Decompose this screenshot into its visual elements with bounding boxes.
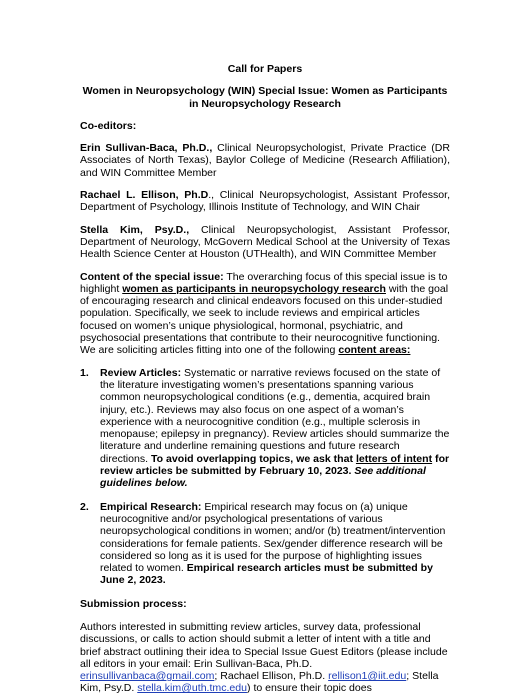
editor-name: Rachael L. Ellison, Ph.D	[80, 189, 209, 202]
page-title: Call for Papers	[227, 63, 303, 75]
email-link-ellison[interactable]: rellison1@iit.edu	[328, 670, 407, 683]
area-text: Systematic or narrative reviews focused on the state of the literature investigating women’s presentations spanning various common neuropsychological conditions (e.g., dementia, acquired brain injury, etc.). Reviews may also focus on one aspect of a woman’s experience with a neurocognitive condition (e.g., multiple sclerosis in menopause; epilepsy in pregnancy). Review articles should summarize the literature and underline remaining questions and future research directions.	[100, 366, 450, 465]
list-number: 1.	[80, 366, 89, 379]
submission-text: ) to ensure their topic does	[247, 682, 372, 695]
content-areas-label: content areas:	[338, 344, 411, 357]
content-emphasis: women as participants in neuropsychology research	[122, 282, 386, 295]
content-areas-list	[80, 367, 450, 587]
email-link-sullivan-baca[interactable]: erinsullivanbaca@gmail.com	[80, 670, 215, 683]
area-label: Empirical Research:	[100, 500, 202, 513]
content-paragraph	[80, 271, 450, 357]
area-deadline-text: To avoid overlapping topics, we ask that	[151, 452, 356, 465]
special-issue-title: Women in Neuropsychology (WIN) Special Issue: Women as Participants in Neuropsychology Research	[82, 85, 448, 110]
area-deadline-text: Empirical research articles must be submitted by June 2, 2023.	[100, 562, 433, 587]
editor-name: Erin Sullivan-Baca, Ph.D.,	[80, 142, 213, 155]
editor-entry	[80, 142, 450, 179]
email-link-kim[interactable]: stella.kim@uth.tmc.edu	[137, 682, 248, 695]
editor-name: Stella Kim, Psy.D.,	[80, 223, 190, 236]
document-body	[80, 63, 450, 695]
editor-details: Clinical Neuropsychologist, Assistant Professor, Department of Neurology, McGovern Medical School at the University of Texas Health Science Center at Houston (UTHealth), and WIN Committee Member	[80, 223, 450, 261]
editor-entry	[80, 189, 450, 214]
submission-paragraph	[80, 621, 450, 695]
coeditors-heading: Co-editors:	[80, 119, 137, 132]
submission-heading: Submission process:	[80, 597, 187, 610]
area-deadline-date: for review articles be submitted by February 10, 2023.	[100, 452, 450, 478]
list-item	[80, 501, 450, 587]
editor-details: Clinical Neuropsychologist, Private Practice (DR Associates of North Texas), Baylor College of Medicine (Research Affiliation), and WIN Committee Member	[80, 142, 450, 179]
submission-text: Authors interested in submitting review articles, survey data, professional discussions, or calls to action should submit a letter of intent with a title and brief abstract outlining their idea to Special Issue Guest Editors (please include all editors in your email: Erin Sullivan-Baca, Ph.D.	[80, 620, 448, 670]
submission-text: ; Stella Kim, Psy.D.	[80, 670, 439, 695]
area-label: Review Articles:	[100, 366, 182, 379]
content-text: The overarching focus of this special issue is to highlight	[80, 270, 448, 295]
editor-entry	[80, 224, 450, 261]
guidelines-note: See additional guidelines below.	[100, 465, 426, 490]
letters-of-intent: letters of intent	[355, 452, 433, 465]
list-item	[80, 367, 450, 490]
content-heading: Content of the special issue:	[80, 270, 224, 283]
submission-text: ; Rachael Ellison, Ph.D.	[214, 670, 329, 683]
content-text: with the goal of encouraging research and clinical endeavors focused on this under-studied population. Specifically, we seek to include reviews and empirical articles focused on women’s unique physiological, hormonal, psychiatric, and psychosocial presentations that contribute to their neurocognitive functioning. We are soliciting articles fitting into one of the following	[80, 282, 449, 357]
area-text: Empirical research may focus on (a) unique neurocognitive and/or psychological presentations of various neuropsychological conditions in women; and/or (b) treatment/intervention considerations for female patients. Sex/gender difference research will be considered so long as it is used for the purpose of highlighting issues related to women.	[100, 500, 446, 575]
list-number: 2.	[80, 500, 89, 513]
editor-details: ., Clinical Neuropsychologist, Assistant Professor, Department of Psychology, Illinois Institute of Technology, and WIN Chair	[80, 189, 450, 214]
